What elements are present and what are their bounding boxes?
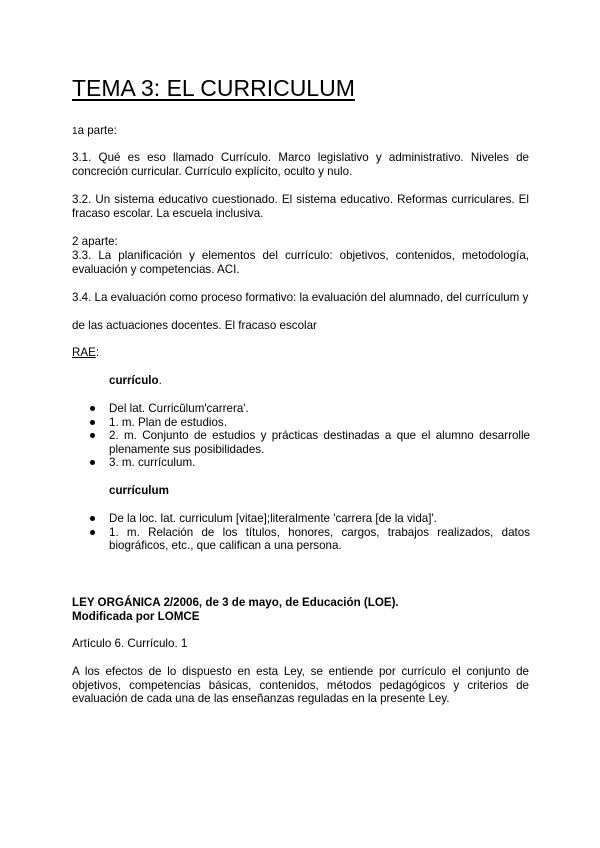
- law-text: A los efectos de lo dispuesto en esta Ley, se entiende por currículo el conjunto de objetivos, competencias básicas, contenidos, métodos pedagógicos y criterios de evaluación de cada una de las enseñanzas reguladas en la presente Ley.: [72, 665, 529, 706]
- bullet-icon: [90, 406, 95, 411]
- list-item: 1. m. Relación de los títulos, honores, cargos, trabajos realizados, datos biográficos, etc., que califican a una persona.: [90, 526, 530, 553]
- bullet-icon: [90, 460, 95, 465]
- bullet-icon: [90, 530, 95, 535]
- law-subtitle: Modificada por LOMCE: [72, 610, 200, 623]
- law-title: LEY ORGÁNICA 2/2006, de 3 de mayo, de Educación (LOE).: [72, 596, 399, 609]
- section-3-2: 3.2. Un sistema educativo cuestionado. El sistema educativo. Reformas curriculares. El fracaso escolar. La escuela inclusiva.: [72, 193, 529, 220]
- section-3-1: 3.1. Qué es eso llamado Currículo. Marco legislativo y administrativo. Niveles de concreción curricular. Currículo explícito, oculto y nulo.: [72, 151, 529, 178]
- list-item: Del lat. Curricŭlum'carrera'.: [90, 402, 530, 416]
- section-3-3: 3.3. La planificación y elementos del currículo: objetivos, contenidos, metodología, evaluación y competencias. ACI.: [72, 249, 529, 276]
- part-one-label: 1a parte:: [72, 124, 117, 137]
- bullet-icon: [90, 420, 95, 425]
- term-curriculum: currículum: [109, 484, 169, 497]
- list-item: 2. m. Conjunto de estudios y prácticas destinadas a que el alumno desarrolle plenamente sus posibilidades.: [90, 429, 530, 456]
- bullet-icon: [90, 516, 95, 521]
- law-article: Artículo 6. Currículo. 1: [72, 637, 188, 650]
- list-item: 3. m. currículum.: [90, 456, 530, 470]
- list-item: 1. m. Plan de estudios.: [90, 416, 530, 430]
- document-title: TEMA 3: EL CURRICULUM: [72, 75, 355, 101]
- rae-link[interactable]: RAE: [72, 346, 96, 359]
- section-3-4-line2: de las actuaciones docentes. El fracaso escolar: [72, 319, 317, 332]
- list-item: De la loc. lat. curriculum [vitae];literalmente 'carrera [de la vida]'.: [90, 512, 530, 526]
- rae-heading: RAE:: [72, 346, 100, 359]
- part-two-label: 2 aparte:: [72, 235, 118, 248]
- curriculum-definitions: [90, 512, 530, 553]
- term-curriculo: currículo.: [109, 374, 162, 387]
- bullet-icon: [90, 433, 95, 438]
- curriculo-definitions: [90, 402, 530, 470]
- section-3-4-line1: 3.4. La evaluación como proceso formativo: la evaluación del alumnado, del currículum y: [72, 291, 529, 304]
